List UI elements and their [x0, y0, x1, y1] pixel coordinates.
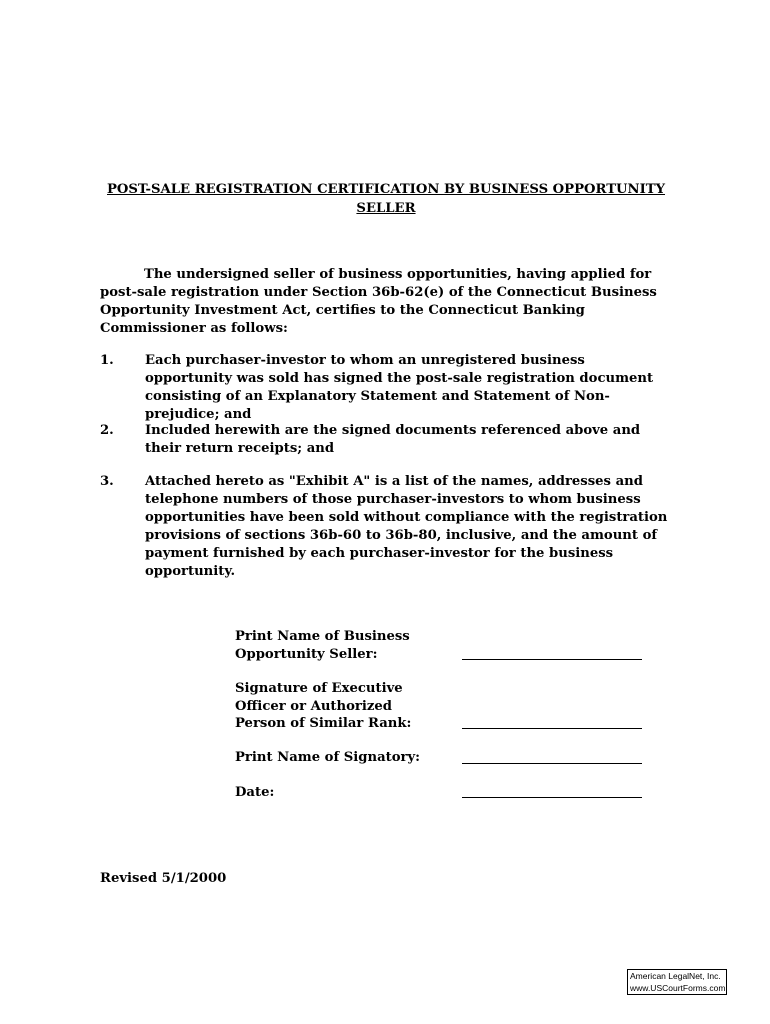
revision-date: Revised 5/1/2000 [100, 871, 227, 886]
publisher-stamp [627, 969, 727, 995]
label-line: Date: [235, 785, 275, 800]
signatory-name-label [235, 749, 445, 767]
item-text: Each purchaser-investor to whom an unregistered business opportunity was sold has signed the post-sale registration document consisting of an Explanatory Statement and Statement of Non-prejudice; and [145, 353, 654, 422]
label-line: Print Name of Business [235, 629, 410, 644]
item-number: 1. [100, 353, 114, 368]
title-line-1: POST-SALE REGISTRATION CERTIFICATION BY BUSINESS OPPORTUNITY [107, 182, 665, 197]
label-line: Print Name of Signatory: [235, 750, 420, 765]
label-line: Opportunity Seller: [235, 646, 378, 662]
list-item [100, 352, 675, 424]
signatory-name-field[interactable] [462, 763, 642, 764]
item-text: Included herewith are the signed documents referenced above and their return receipts; and [145, 423, 641, 456]
signature-label [235, 680, 445, 733]
title-line-2: SELLER [356, 201, 416, 216]
seller-name-field[interactable] [462, 659, 642, 660]
label-line: Signature of Executive [235, 681, 403, 696]
label-line: Officer or Authorized [235, 698, 392, 714]
document-title [96, 180, 676, 218]
signature-field[interactable] [462, 728, 642, 729]
item-number: 2. [100, 423, 114, 438]
date-field[interactable] [462, 797, 642, 798]
list-item [100, 422, 675, 458]
publisher-name: American LegalNet, Inc. [630, 971, 721, 981]
item-number: 3. [100, 474, 114, 489]
intro-paragraph: The undersigned seller of business opportunities, having applied for post-sale registration under Section 36b-62(e) of the Connecticut Business Opportunity Investment Act, certifies to the Connecticut Banking Commissioner as follows: [100, 267, 657, 336]
list-item [100, 473, 675, 581]
date-label [235, 784, 445, 802]
publisher-url[interactable]: www.USCourtForms.com [630, 982, 726, 993]
label-line: Person of Similar Rank: [235, 716, 412, 731]
seller-name-label [235, 628, 445, 663]
item-text: Attached hereto as "Exhibit A" is a list of the names, addresses and telephone numbers of those purchaser-investors to whom business opportunities have been sold without compliance with the registration provisions of sections 36b-60 to 36b-80, inclusive, and the amount of payment furnished by each purchaser-investor for the business opportunity. [145, 474, 668, 579]
